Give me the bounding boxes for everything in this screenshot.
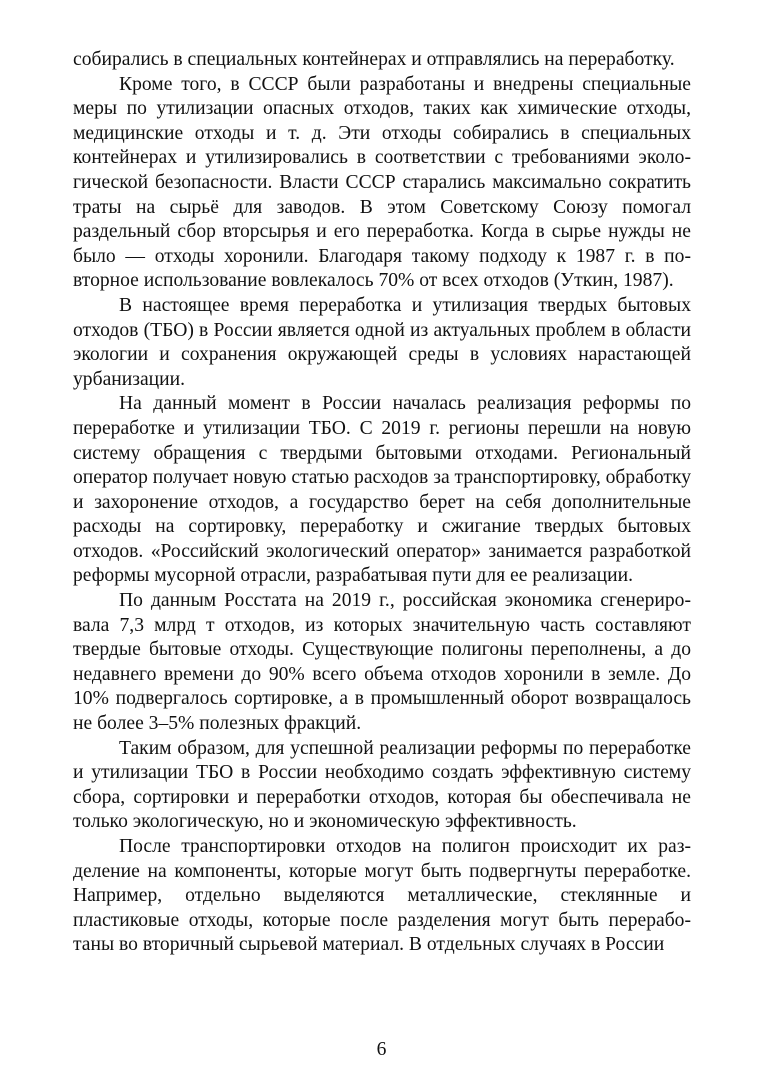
paragraph-continuation: собирались в специальных контейнерах и отправлялись на переработку. [73,49,675,70]
paragraph-ussr-hazardous-waste: Кроме того, в СССР были разработаны и внедрены специальные меры по утилизации опасных отходов, таких как химические отходы, медицинские отходы и т. д. Эти отходы собирались в специальных контейнерах и утилизировались в соответствии с требованиями экологической безопасности. Власти СССР старались максимально сократить траты на сырьё для заводов. В этом Советскому Союзу помогал раздельный сбор вторсырья и его переработка. Когда в сырье нужды не было — отходы хоронили. Благодаря такому подходу к 1987 г. в повторное использование вовлекалось 70% от всех отходов (Уткин, 1987). [73,73,691,292]
page-body [73,48,691,958]
paragraph-conclusion: Таким образом, для успешной реализации реформы по переработке и утилизации ТБО в России необходимо создать эффективную систему сбора, сортировки и переработки отходов, которая бы обеспечивала не только экологическую, но и экономическую эффективность. [73,737,691,833]
paragraph-msw-current-state: В настоящее время переработка и утилизация твердых бытовых отходов (ТБО) в России является одной из актуальных проблем в области экологии и сохранения окружающей среды в условиях нарастающей урбанизации. [73,294,691,390]
paragraph-msw-reform: На данный момент в России началась реализация реформы по переработке и утилизации ТБО. С 2019 г. регионы перешли на новую систему обращения с твердыми бытовыми отходами. Региональный оператор получает новую статью расходов за транспортировку, обработку и захоронение отходов, а государство берет на себя дополнительные расходы на сортировку, переработку и сжигание твердых бытовых отходов. «Российский экологический оператор» занимается разработкой реформы мусорной отрасли, разрабатывая пути для ее реализации. [73,393,691,587]
page-number: 6 [376,1039,387,1060]
paragraph-rosstat-data: По данным Росстата на 2019 г., российская экономика сгенерировала 7,3 млрд т отходов, из которых значительную часть составляют твердые бытовые отходы. Существующие полигоны переполнены, а до недавнего времени до 90% всего объема отходов хоронили в земле. До 10% подвергалось сортировке, а в промышленный оборот возвращалось не более 3–5% полезных фракций. [73,590,691,735]
paragraph-landfill-separation: После транспортировки отходов на полигон происходит их разделение на компоненты, которые могут быть подвергнуты переработке. Например, отдельно выделяются металлические, стеклянные и пластиковые отходы, которые после разделения могут быть переработаны во вторичный сырьевой материал. В отдельных случаях в России [73,836,691,956]
